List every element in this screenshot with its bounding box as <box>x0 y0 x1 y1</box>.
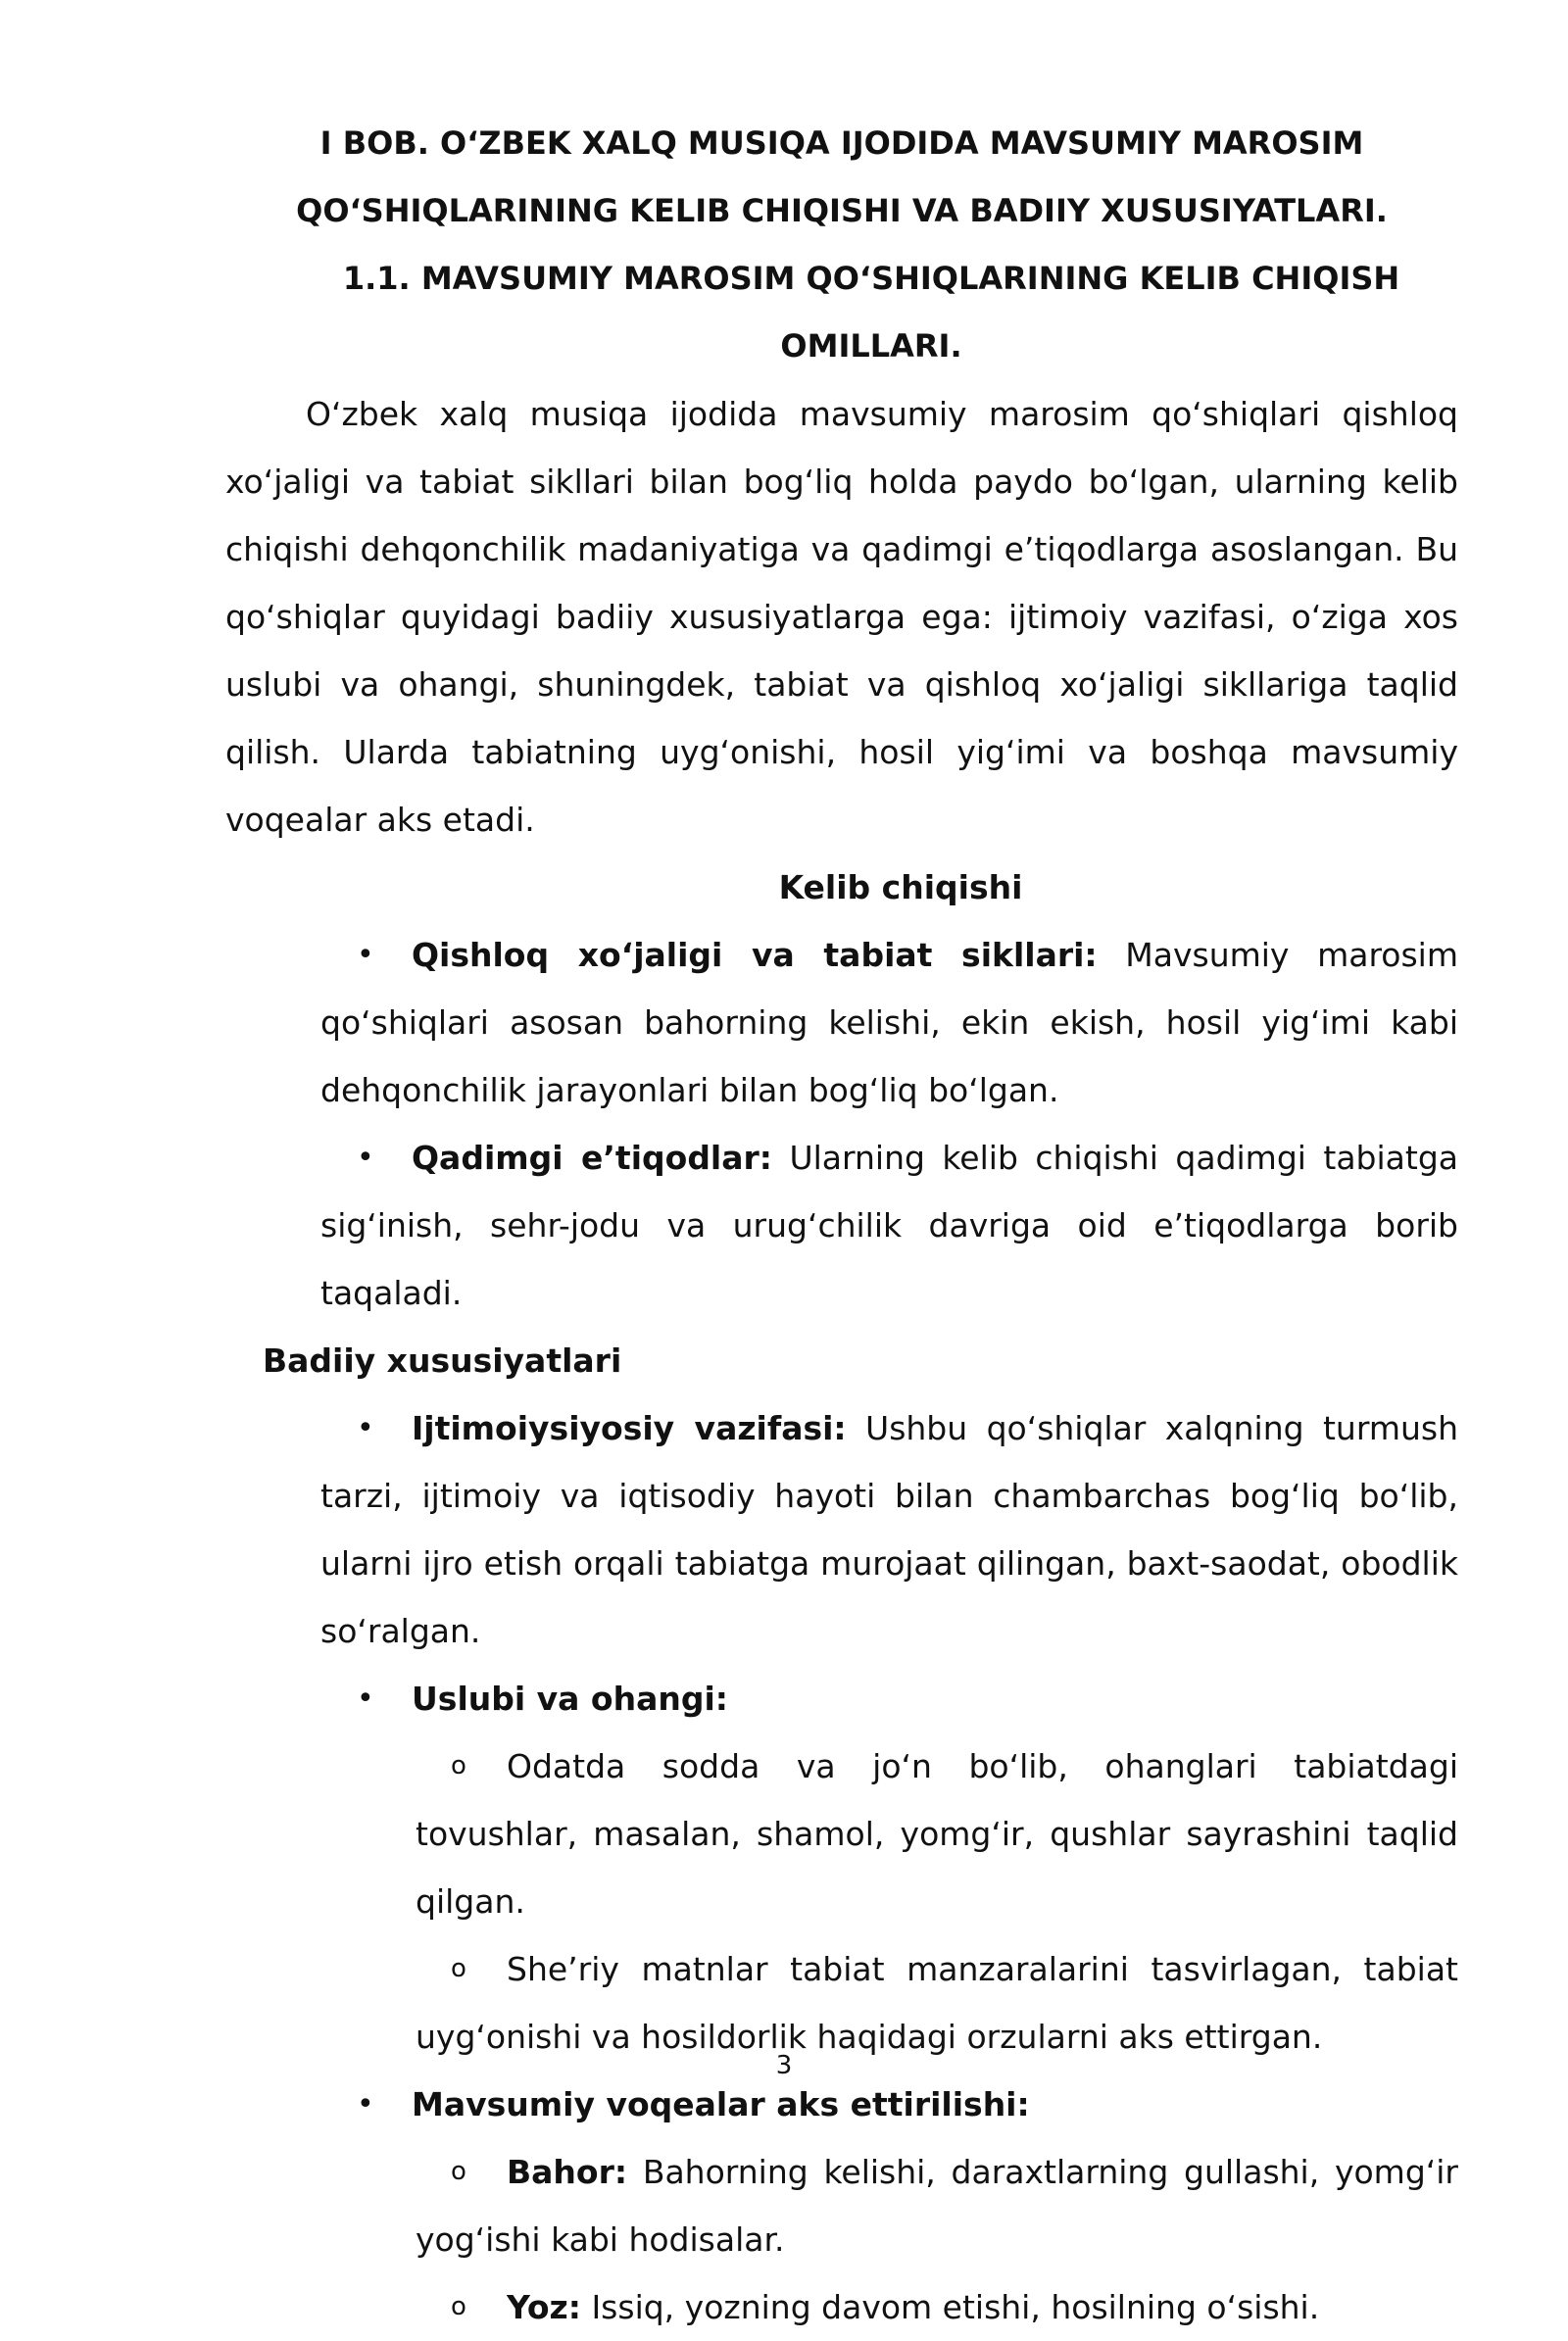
sub-list-item-text: Issiq, yozning davom etishi, hosilning o‘sishi. <box>591 2288 1320 2326</box>
list-item-term: Mavsumiy voqealar aks ettirilishi: <box>412 2085 1030 2123</box>
list-item <box>320 1665 1458 1732</box>
bullet-dot: • <box>357 2087 374 2122</box>
chapter-title-line-2: QO‘SHIQLARINING KELIB CHIQISHI VA BADIIY XUSUSIYATLARI. <box>296 192 1388 229</box>
sub-list-item-text: Odatda sodda va jo‘n bo‘lib, ohanglari tabiatdagi tovushlar, masalan, shamol, yomg‘ir, qushlar sayrashini taqlid qilgan. <box>416 1747 1458 1921</box>
sub-list-item <box>416 1732 1458 1935</box>
sub-list-item-term: Yoz: <box>507 2288 581 2326</box>
bullet-circle: o <box>451 2157 466 2186</box>
list-item-term: Ijtimoiysiyosiy vazifasi: <box>412 1409 847 1447</box>
sub-list-item-text: Bahorning kelishi, daraxtlarning gullashi, yomg‘ir yog‘ishi kabi hodisalar. <box>416 2153 1458 2259</box>
section-title: 1.1. MAVSUMIY MAROSIM QO‘SHIQLARINING KELIB CHIQISH OMILLARI. <box>342 260 1400 365</box>
intro-paragraph: O‘zbek xalq musiqa ijodida mavsumiy marosim qo‘shiqlari qishloq xo‘jaligi va tabiat sikllari bilan bog‘liq holda paydo bo‘lgan, ularning kelib chiqishi dehqonchilik madaniyatiga va qadimgi e’tiqodlarga asoslangan. Bu qo‘shiqlar quyidagi badiiy xususiyatlarga ega: ijtimoiy vazifasi, o‘ziga xos uslubi va ohangi, shuningdek, tabiat va qishloq xo‘jaligi sikllariga taqlid qilish. Ularda tabiatning uyg‘onishi, hosil yig‘imi va boshqa mavsumiy voqealar aks etadi. <box>225 395 1458 839</box>
list-item-text: Ularning kelib chiqishi qadimgi tabiatga sig‘inish, sehr-jodu va urug‘chilik davriga oid e’tiqodlarga borib taqaladi. <box>320 1139 1458 1312</box>
origin-heading: Kelib chiqishi <box>778 868 1023 906</box>
list-item <box>320 1394 1458 1665</box>
bullet-circle: o <box>451 1751 466 1780</box>
bullet-dot: • <box>357 1141 374 1175</box>
list-item-term: Uslubi va ohangi: <box>412 1680 728 1718</box>
list-item-term: Qadimgi e’tiqodlar: <box>412 1139 772 1177</box>
list-item-text: Ushbu qo‘shiqlar xalqning turmush tarzi, ijtimoiy va iqtisodiy hayoti bilan chambarchas bog‘liq bo‘lib, ularni ijro etish orqali tabiatga murojaat qilingan, baxt-saodat, obodlik so‘ralgan. <box>320 1409 1458 1650</box>
list-item-term: Qishloq xo‘jaligi va tabiat sikllari: <box>412 936 1098 974</box>
bullet-circle: o <box>451 2292 466 2321</box>
sub-list-item <box>416 2138 1458 2273</box>
bullet-dot: • <box>357 938 374 972</box>
list-item <box>320 921 1458 1124</box>
bullet-circle: o <box>451 1954 466 1983</box>
sub-list-item <box>416 2273 1458 2341</box>
page-content <box>225 110 1458 2341</box>
features-heading: Badiiy xususiyatlari <box>263 1341 622 1380</box>
list-item <box>320 1124 1458 1327</box>
chapter-title-line-1: I BOB. O‘ZBEK XALQ MUSIQA IJODIDA MAVSUMIY MAROSIM <box>319 124 1364 162</box>
bullet-dot: • <box>357 1411 374 1445</box>
sub-list-item-term: Bahor: <box>507 2153 628 2191</box>
page-number: 3 <box>775 2051 793 2080</box>
bullet-dot: • <box>357 1682 374 1716</box>
list-item <box>320 2071 1458 2138</box>
sub-list-item-text: She’riy matnlar tabiat manzaralarini tasvirlagan, tabiat uyg‘onishi va hosildorlik haqidagi orzularni aks ettirgan. <box>416 1950 1458 2056</box>
list-item-text: Mavsumiy marosim qo‘shiqlari asosan bahorning kelishi, ekin ekish, hosil yig‘imi kabi dehqonchilik jarayonlari bilan bog‘liq bo‘lgan. <box>320 936 1458 1109</box>
